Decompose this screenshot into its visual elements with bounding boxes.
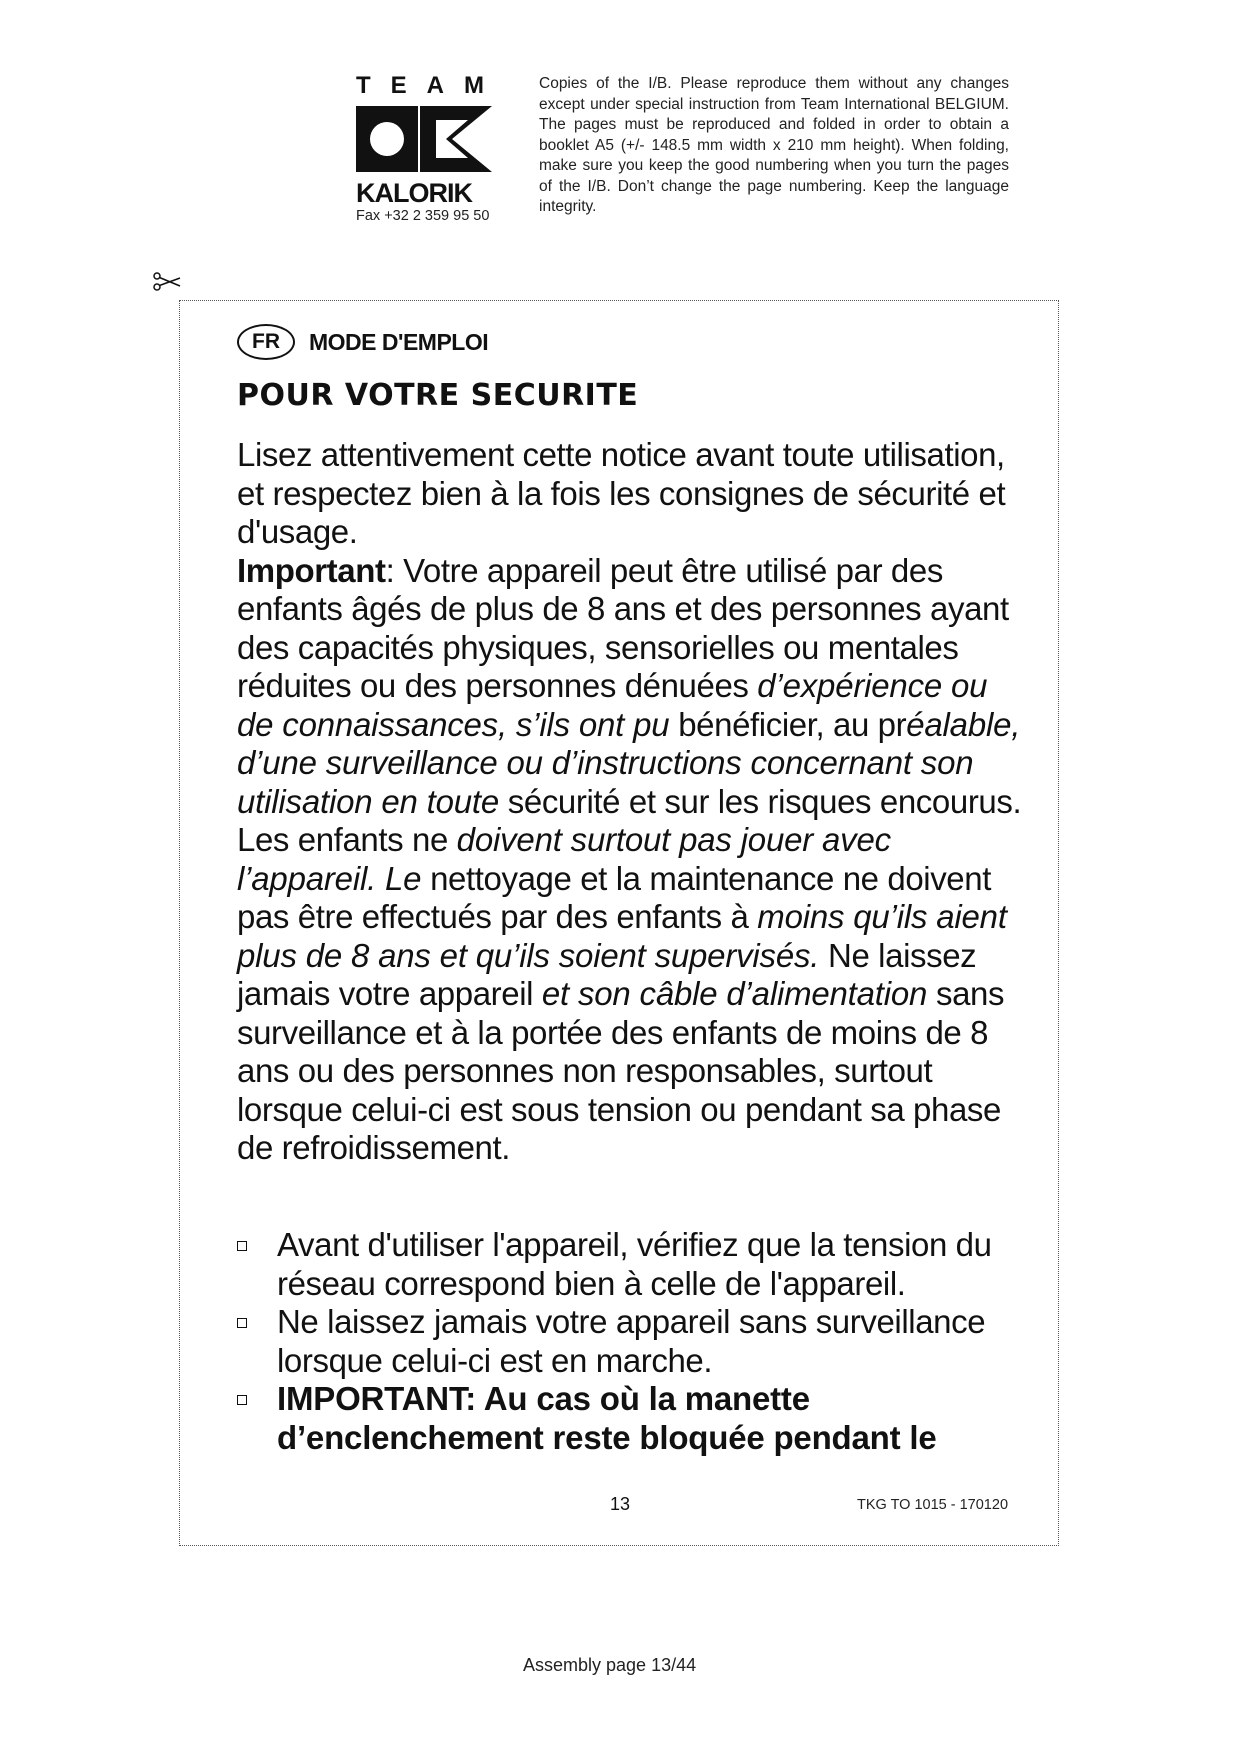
text-segment: bénéficier, au pr [669,705,907,743]
language-badge: FR [237,324,295,360]
document-reference: TKG TO 1015 - 170120 [857,1497,1009,1513]
fax-number: Fax +32 2 359 95 50 [356,208,490,224]
kalorik-k-icon [356,106,492,172]
checkbox-bullet-icon [237,1380,277,1457]
text-segment-italic: d’expérience ou de connaissances, s’ils ont pu [237,667,988,743]
logo-brand-text: KALORIK [356,178,472,208]
checkbox-bullet-icon [237,1303,277,1380]
safety-body-text [237,436,1027,1168]
list-item [237,1226,1027,1303]
mode-title: MODE D'EMPLOI [309,328,489,355]
text-segment: Ne laissez jamais votre appareil [237,936,977,1012]
text-segment-italic: éalable, d’une surveillance ou d’instructions concernant son utilisation en toute [237,705,1021,820]
scissors-icon [152,272,182,292]
page-number: 13 [610,1494,631,1514]
list-item [237,1380,1027,1457]
text-segment: nettoyage et la maintenance ne doivent pas être effectués par des enfants à [237,859,991,935]
assembly-page-label: Assembly page 13/44 [523,1655,697,1675]
section-title: POUR VOTRE SECURITE [237,378,639,413]
bullet-text: Avant d'utiliser l'appareil, vérifiez que la tension du réseau correspond bien à celle de l'appareil. [277,1226,992,1302]
manual-heading [237,322,488,362]
text-segment-italic: moins qu’ils aient plus de 8 ans et qu’ils soient supervisés. [237,898,1007,974]
text-segment: : Votre appareil peut être utilisé par des enfants âgés de plus de 8 ans et des personnes ayant des capacités physiques, sensorielles ou mentales réduites ou des personnes dénuées [237,551,1009,704]
logo-team-text: TEAM [356,72,504,99]
checkbox-bullet-icon [237,1226,277,1303]
safety-bullet-list [237,1226,1027,1457]
text-segment: sans surveillance et à la portée des enfants de moins de 8 ans ou des personnes non responsables, surtout lorsque celui-ci est sous tension ou pendant sa phase de refroidissement. [237,975,1005,1166]
text-segment-italic: doivent surtout pas jouer avec l’appareil. Le [237,821,891,897]
intro-paragraph: Lisez attentivement cette notice avant toute utilisation, et respectez bien à la fois les consignes de sécurité et d'usage. [237,436,1006,550]
text-segment: sécurité et sur les risques encourus. Les enfants ne [237,782,1022,858]
team-kalorik-logo [356,74,514,207]
bullet-text: Ne laissez jamais votre appareil sans surveillance lorsque celui-ci est en marche. [277,1303,986,1379]
important-label: Important [237,551,386,589]
bullet-text: IMPORTANT: Au cas où la manette d’enclenchement reste bloquée pendant le [277,1380,937,1456]
list-item [237,1303,1027,1380]
copy-instructions: Copies of the I/B. Please reproduce them without any changes except under special instruction from Team International BELGIUM. The pages must be reproduced and folded in order to obtain a booklet A5 (+/- 148.5 mm width x 210 mm height). When folding, make sure you keep the good numbering when you turn the pages of the I/B. Don’t change the page numbering. Keep the language integrity. [539,75,1009,215]
text-segment-italic: et son câble d’alimentation [541,975,928,1012]
important-paragraph [237,552,1027,1168]
